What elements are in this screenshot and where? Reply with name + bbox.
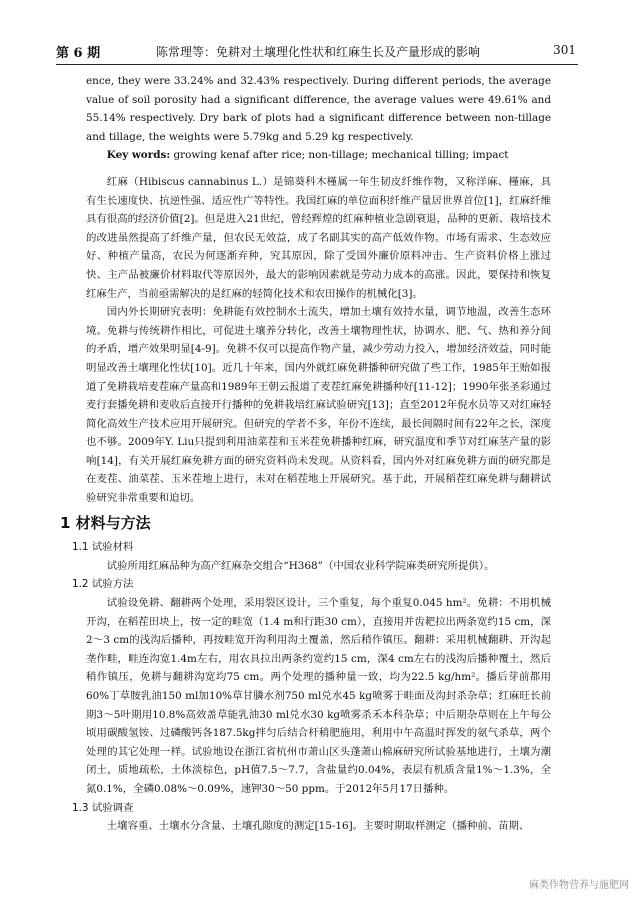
watermark: 麻类作物营养与施肥网 bbox=[529, 880, 629, 891]
abstract-continuation: ence, they were 33.24% and 32.43% respectively. During different periods, the average value of soil porosity had a significant difference, the average values were 49.61% and 55.14% respectively. Dry bark of plots had a significant difference between non-tillage and tillage, the weights were 5.79kg and 5.29 kg respectively. bbox=[86, 75, 551, 143]
running-title: 陈常理等：免耕对土壤理化性状和红麻生长及产量形成的影响 bbox=[156, 45, 481, 59]
running-header bbox=[56, 40, 576, 62]
subsection-heading-1-2: 1.2 试验方法 bbox=[72, 578, 134, 591]
subsection-text-1-1: 试验所用红麻品种为高产红麻杂交组合“H368”（中国农业科学院麻类研究所提供）。 bbox=[106, 559, 495, 572]
keywords-label: Key words: bbox=[106, 149, 171, 162]
article-body bbox=[60, 72, 552, 836]
intro-paragraph-1: 红麻（Hibiscus cannabinus L.）是锦葵科木槿属一年生韧皮纤维作物，又称洋麻、槿麻，具有生长速度快、抗逆性强、适应性广等特性。我国红麻的单位面积纤维产量居世界首位[1]，红麻纤维具有很高的经济价值[2]。但是进入21世纪，曾经辉煌的红麻种植业急剧衰退，品种的更新、栽培技术的改进虽然提高了纤维产量，但农民无效益，成了名副其实的高产低效作物。市场有需求、生态效应好、种植产量高，农民为何逐渐弃种，究其原因，除了受国外廉价原料冲击、生产资料价格上涨过快、主产品被廉价材料取代等原因外，最大的影响因素就是劳动力成本的高涨。因此，要保持和恢复红麻生产，当前亟需解决的是红麻的轻简化技术和农田操作的机械化[3]。 bbox=[86, 175, 551, 300]
intro-paragraph-2: 国内外长期研究表明：免耕能有效控制水土流失，增加土壤有效持水量，调节地温，改善生态环境。免耕与传统耕作相比，可促进土壤养分转化，改善土壤物理性状，协调水、肥、气、热和养分间的矛盾，增产效果明显[4-9]。免耕不仅可以提高作物产量，减少劳动力投入，增加经济效益，同时能明显改善土壤理化性状[10]。近几十年来，国内外就红麻免耕播种研究做了些工作，1985年王贻如报道了免耕栽培麦茬麻产量高和1989年王朝云报道了麦茬红麻免耕播种好[11-12]；1990年张圣彩通过麦行套播免耕和麦收后直接开行播种的免耕栽培红麻试验研究[13]；直至2012年倪水员等又对红麻轻简化高效生产技术应用开展研究。但研究的学者不多，年份不连续，最长间隔时间有22年之长，深度也不够。2009年Y. Liu只提到利用油菜茬和玉米茬免耕播种红麻，研究温度和季节对红麻茎产量的影响[14]，有关开展红麻免耕方面的研究资料尚未发现。从资料看，国内外对红麻免耕方面的研究都是在麦茬、油菜茬、玉米茬地上进行，未对在稻茬地上开展研究。基于此，开展稻茬红麻免耕与翻耕试验研究非常重要和迫切。 bbox=[86, 306, 552, 505]
keywords-text: growing kenaf after rice; non-tillage; mechanical tilling; impact bbox=[170, 149, 509, 162]
subsection-text-1-3: 土壤容重、土壤水分含量、土壤孔隙度的测定[15-16]。主要时期取样测定（播种前、苗期、 bbox=[106, 820, 530, 833]
subsection-heading-1-3: 1.3 试验调查 bbox=[72, 801, 134, 814]
subsection-heading-1-1: 1.1 试验材料 bbox=[72, 541, 134, 554]
keywords bbox=[86, 146, 551, 165]
subsection-text-1-2: 试验设免耕、翻耕两个处理，采用裂区设计，三个重复，每个重复0.045 hm²。免耕：不用机械开沟，在稻茬田块上，按一定的畦宽（1.4 m和行距30 cm），直接用并齿耙拉出两条宽约15 cm，深2～3 cm的浅沟后播种，再按畦宽开沟利用沟土覆盖，然后稍作镇压。翻耕：采用机械翻耕、开沟起垄作畦，畦连沟宽1.4m左右，用农具拉出两条约宽约15 cm，深4 cm左右的浅沟后播种覆土，然后稍作镇压，免耕与翻耕沟宽均75 cm。两个处理的播种量一致，均为22.5 kg/hm²。播后芽前都用60%丁草胺乳油150 ml加10%草甘膦水剂750 ml兑水45 kg喷雾于畦面及沟封杀杂草；红麻旺长前期3～5叶期用10.8%高效盖草能乳油30 ml兑水30 kg喷雾杀禾本科杂草；中后期杂草则在上午每公顷用碳酸氢铵、过磷酸钙各187.5kg拌匀后结合杆稍肥施用，利用中午高温时挥发的氨气杀草，两个处理的其它处理一样。试验地设在浙江省杭州市萧山区头蓬萧山棉麻研究所试验基地进行，土壤为潮闭土，质地疏松，土体淡棕色，pH值7.5～7.7，含盐量约0.04%，表层有机质含量1%～1.3%，全氮0.1%，全磷0.08%～0.09%，速钾30～50 ppm。于2012年5月17日播种。 bbox=[86, 597, 551, 795]
issue-number: 第 6 期 bbox=[56, 46, 101, 61]
header-rule bbox=[56, 64, 578, 65]
section-heading: 1 材料与方法 bbox=[60, 513, 151, 532]
page-number: 301 bbox=[553, 43, 576, 57]
